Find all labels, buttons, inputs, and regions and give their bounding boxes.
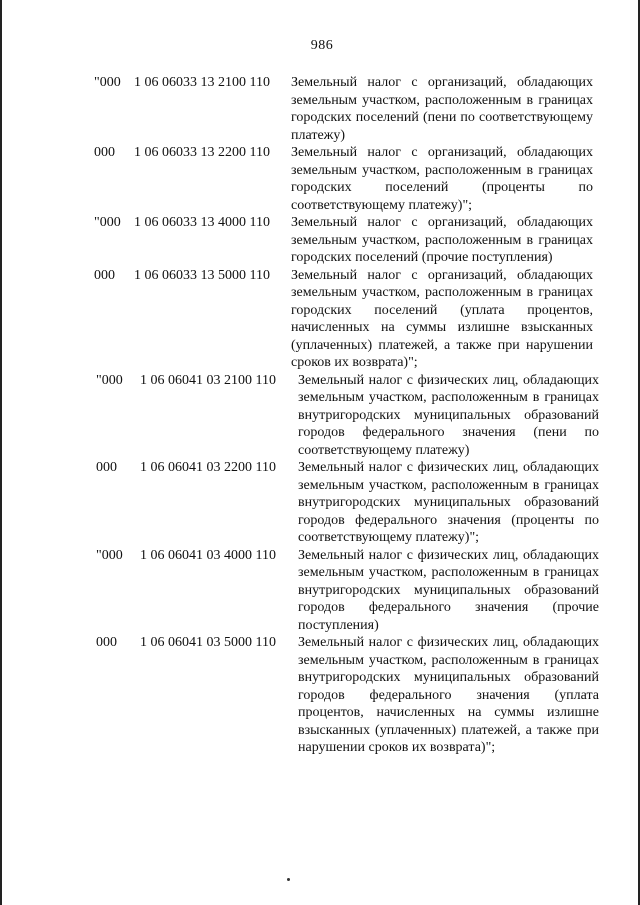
entry-row (2, 214, 640, 267)
entry-row (2, 74, 640, 144)
admin-code: 000 (96, 635, 117, 650)
budget-classification-code: 1 06 06041 03 2200 110 (140, 460, 276, 475)
admin-code: "000 (94, 215, 121, 230)
page-number: 986 (310, 38, 334, 53)
admin-code: "000 (96, 372, 123, 388)
entry-row (2, 459, 640, 547)
entry-description: Земельный налог с организаций, обладающих земельным участком, расположенным в границах городских поселений (пени по соответствующему платежу) (291, 75, 593, 143)
admin-code: "000 (96, 547, 123, 563)
admin-code: "000 (94, 75, 121, 90)
entry-row (2, 267, 640, 372)
entries-list (2, 74, 640, 757)
budget-classification-code: 1 06 06033 13 4000 110 (134, 215, 270, 230)
entry-description: Земельный налог с организаций, обладающих земельным участком, расположенным в границах городских поселений (прочие поступления) (291, 215, 593, 265)
entry-description: Земельный налог с физических лиц, обладающих земельным участком, расположенным в границах внутригородских муниципальных образований городов федерального значения (уплата процентов, начисленных на суммы излишне взысканных (уплаченных) платежей, а также при нарушении сроков их возврата)"; (298, 635, 599, 755)
admin-code: 000 (94, 145, 115, 160)
budget-classification-code: 1 06 06041 03 5000 110 (140, 635, 276, 650)
entry-row (2, 144, 640, 214)
admin-code: 000 (96, 460, 117, 475)
entry-row (2, 372, 640, 460)
entry-description: Земельный налог с физических лиц, обладающих земельным участком, расположенным в границах внутригородских муниципальных образований городов федерального значения (проценты по соответствующему платежу)"; (298, 460, 599, 545)
budget-classification-code: 1 06 06033 13 5000 110 (134, 267, 270, 283)
entry-row (2, 634, 640, 757)
budget-classification-code: 1 06 06041 03 2100 110 (140, 372, 276, 388)
scan-speck (287, 878, 290, 881)
budget-classification-code: 1 06 06033 13 2200 110 (134, 145, 270, 160)
admin-code: 000 (94, 267, 115, 283)
entry-row (2, 547, 640, 635)
budget-classification-code: 1 06 06041 03 4000 110 (140, 547, 276, 563)
entry-description: Земельный налог с организаций, обладающих земельным участком, расположенным в границах городских поселений (уплата процентов, начисленных на суммы излишне взысканных (уплаченных) платежей, а также при нарушении сроков их возврата)"; (291, 267, 593, 370)
entry-description: Земельный налог с физических лиц, обладающих земельным участком, расположенным в границах внутригородских муниципальных образований городов федерального значения (прочие поступления) (298, 547, 599, 633)
entry-description: Земельный налог с физических лиц, обладающих земельным участком, расположенным в границах внутригородских муниципальных образований городов федерального значения (пени по соответствующему платежу) (298, 372, 599, 458)
budget-classification-code: 1 06 06033 13 2100 110 (134, 75, 270, 90)
entry-description: Земельный налог с организаций, обладающих земельным участком, расположенным в границах городских поселений (проценты по соответствующему платежу)"; (291, 145, 593, 213)
